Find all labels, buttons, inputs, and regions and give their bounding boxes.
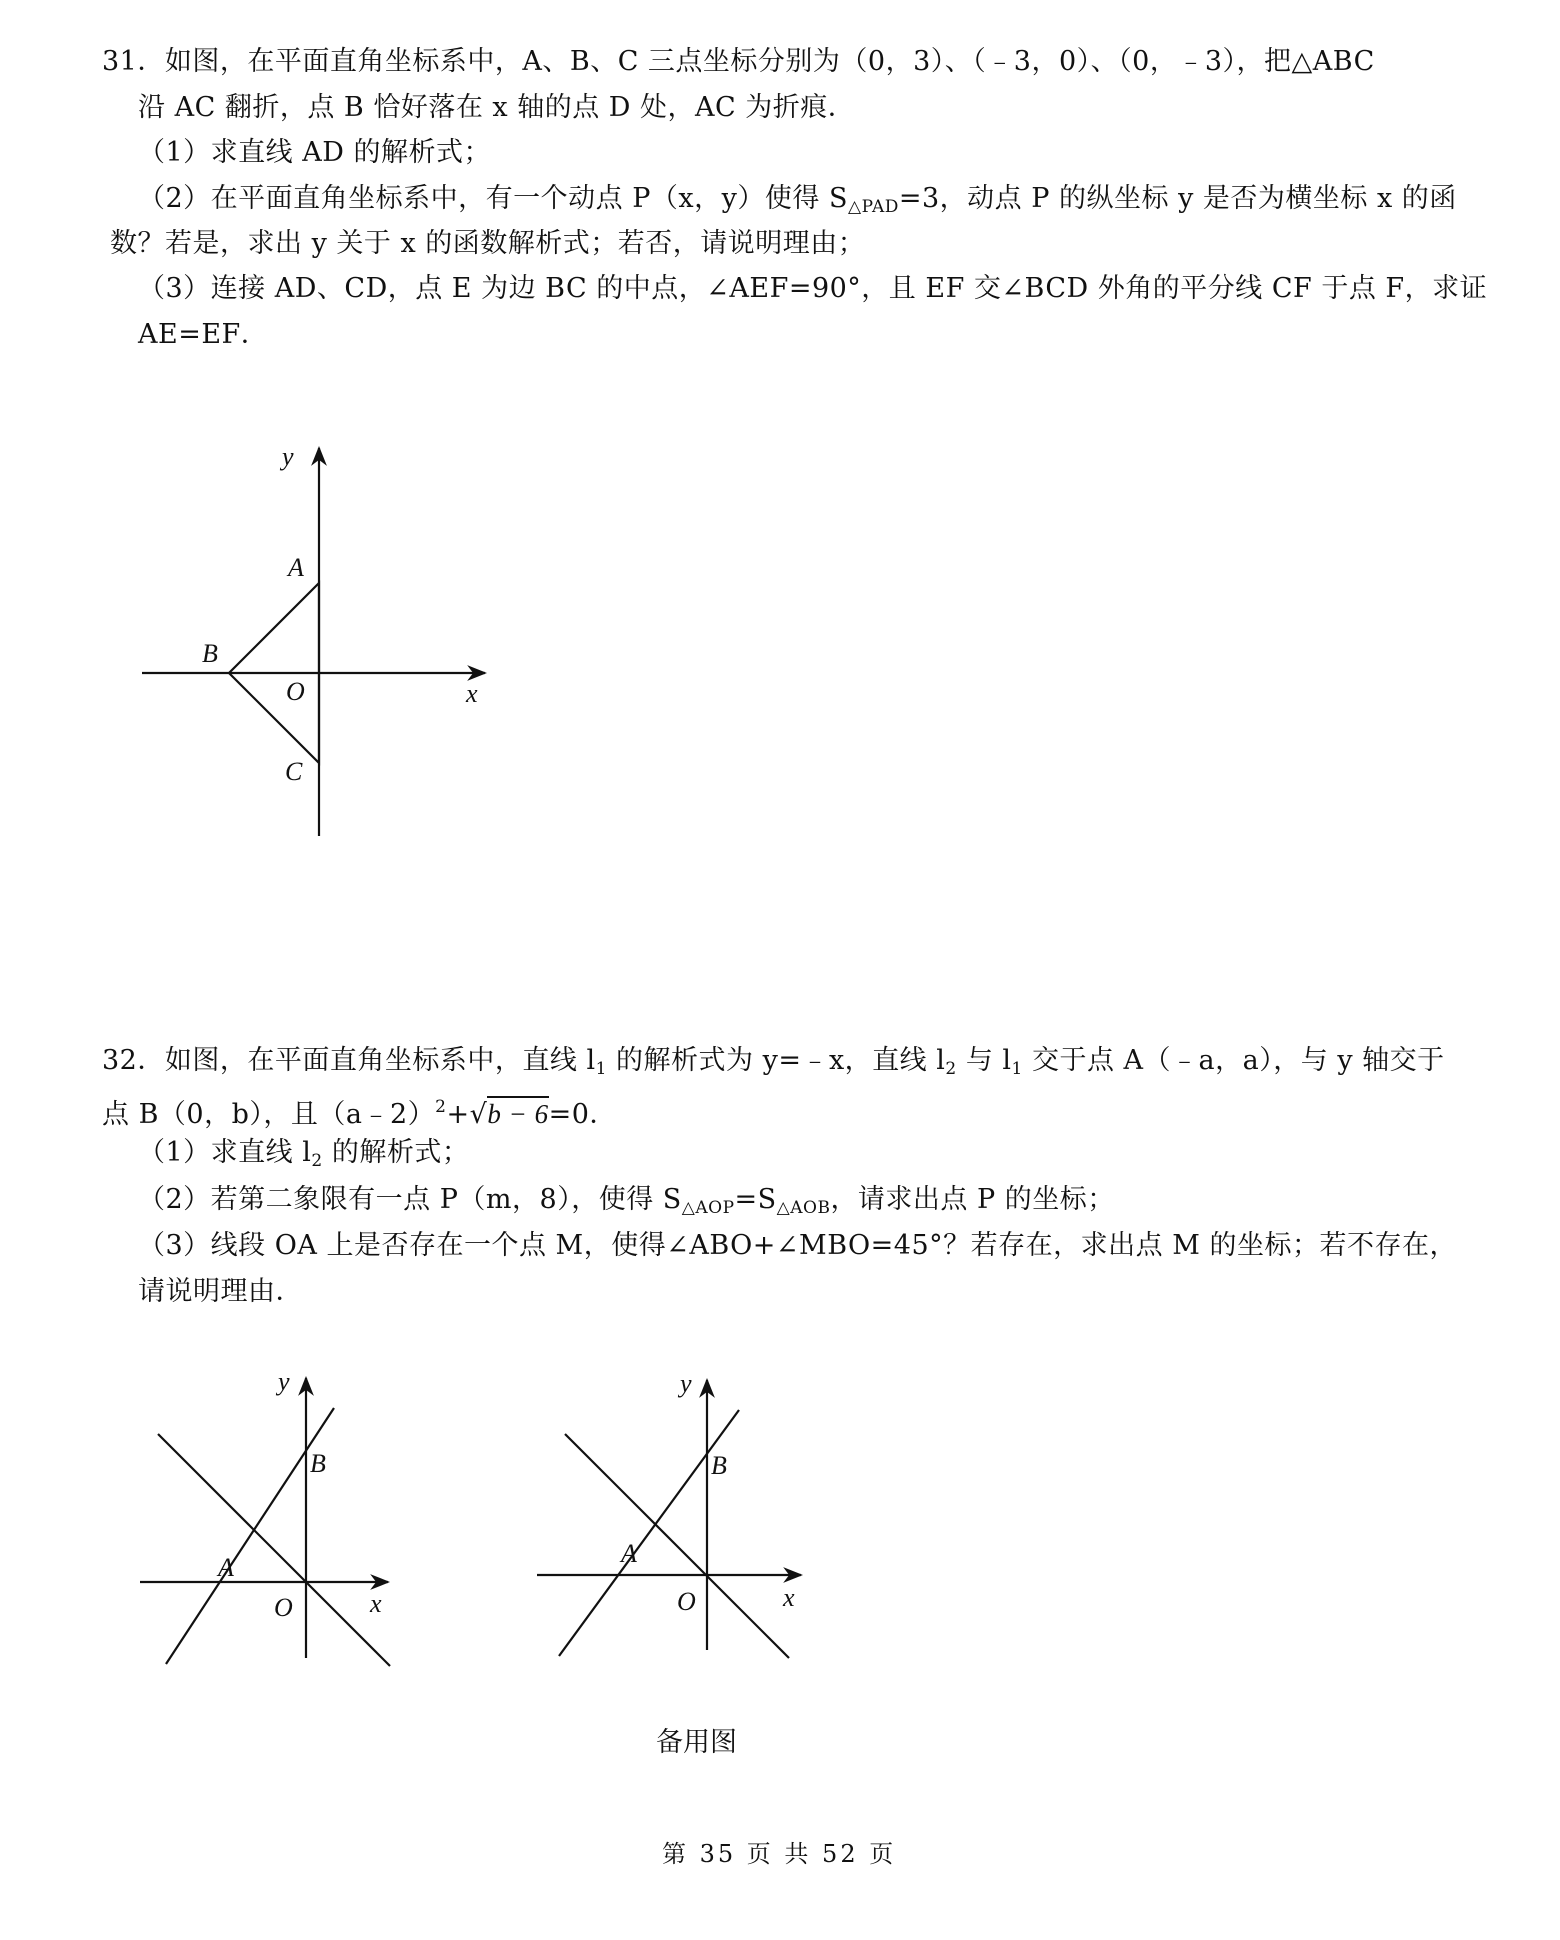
q32-line-l1 <box>158 1434 390 1666</box>
q31-label-x: x <box>466 679 478 708</box>
q32-label-y: y <box>278 1370 290 1396</box>
q32-part-2: （2）若第二象限有一点 P（m，8），使得 $S_{\triangle AOP}=S_{\triangle AOB}$，请求出点 P 的坐标； <box>138 1184 1115 1218</box>
q31-part-1: （1）求直线 AD 的解析式； <box>138 137 491 168</box>
q32-spare-label-b: B <box>711 1451 727 1480</box>
q31-label-b: B <box>202 639 218 668</box>
q32-label-a: A <box>218 1553 234 1582</box>
page-footer: 第 35 页 共 52 页 <box>662 1840 897 1868</box>
q32-label-b: B <box>310 1449 326 1478</box>
q31-line-1: 31．如图，在平面直角坐标系中，A、B、C 三点坐标分别为（0，3）、（﹣3，0）、（0，﹣3），把△ABC <box>102 46 1375 77</box>
q32-part-3-cont: 请说明理由． <box>138 1276 303 1307</box>
q32-spare-label-x: x <box>783 1583 795 1612</box>
q32-spare-label-o: O <box>677 1587 696 1616</box>
q32-part-3: （3）线段 OA 上是否存在一个点 M，使得∠ABO+∠MBO=45°？若存在，求出点 M 的坐标；若不存在， <box>138 1230 1457 1261</box>
q31-label-o: O <box>286 677 305 706</box>
q31-part-2: （2）在平面直角坐标系中，有一个动点 P（x，y）使得 $S_{\triangle PAD}=3$，动点 P 的纵坐标 y 是否为横坐标 x 的函 <box>138 183 1457 217</box>
q31-label-c: C <box>285 757 303 786</box>
q32-line-1: 32．如图，在平面直角坐标系中，直线 $l_1$ 的解析式为 y=﹣x，直线 $l_2$ 与 $l_1$ 交于点 A（﹣a，a），与 y 轴交于 <box>102 1045 1445 1079</box>
q32-spare-line-l2 <box>559 1410 739 1656</box>
q32-figure-spare <box>535 1370 815 1670</box>
q31-part-3: （3）连接 AD、CD，点 E 为边 BC 的中点，∠AEF=90°，且 EF 交∠BCD 外角的平分线 CF 于点 F，求证 <box>138 273 1488 304</box>
q32-spare-line-l1 <box>565 1434 789 1658</box>
q32-figure-main <box>130 1370 410 1670</box>
q31-label-y: y <box>282 442 294 471</box>
q32-spare-label-y: y <box>680 1370 692 1398</box>
q32-part-1: （1）求直线 $l_2$ 的解析式； <box>138 1137 470 1171</box>
q31-figure <box>130 440 490 840</box>
q32-spare-label-a: A <box>621 1539 637 1568</box>
q32-label-x: x <box>370 1589 382 1618</box>
q31-part-2-cont: 数？若是，求出 y 关于 x 的函数解析式；若否，请说明理由； <box>110 228 866 259</box>
q31-line-2: 沿 AC 翻折，点 B 恰好落在 x 轴的点 D 处，AC 为折痕． <box>138 92 856 123</box>
q31-label-a: A <box>288 553 304 582</box>
sqrt-radicand: b − 6 <box>487 1096 548 1129</box>
q32-line-2: 点 B（0，b），且（a﹣2）$^2$+√b − 6=0． <box>102 1097 617 1130</box>
spare-figure-caption: 备用图 <box>656 1727 737 1758</box>
q32-label-o: O <box>274 1593 293 1622</box>
q31-part-3-cont: AE=EF． <box>138 319 269 350</box>
sqrt-sign: √ <box>469 1099 488 1130</box>
q32-line-l2 <box>166 1408 334 1664</box>
